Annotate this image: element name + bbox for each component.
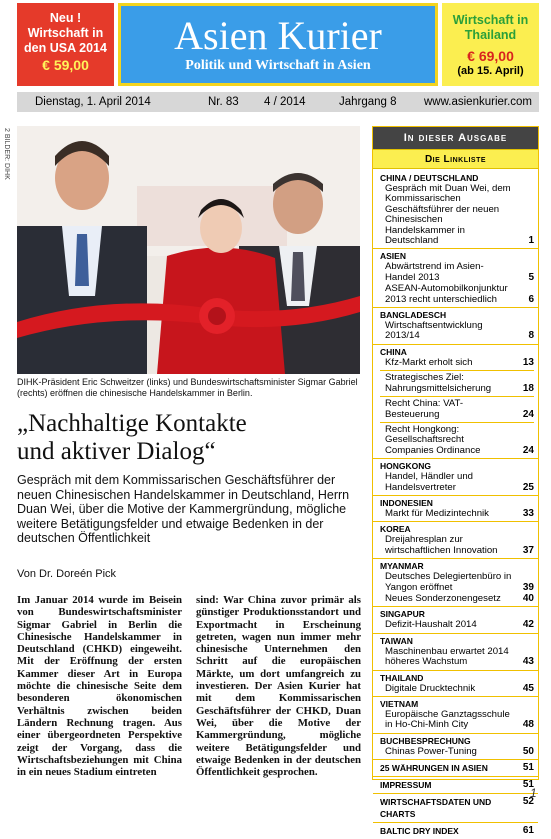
toc-link[interactable] (380, 594, 534, 604)
toc-link[interactable] (380, 358, 534, 368)
masthead (118, 3, 438, 86)
toc-link-text: IMPRESSUM (380, 780, 432, 791)
promo-thailand-price: € 69,00 (467, 48, 514, 64)
toc-section-title: MYANMAR (380, 561, 424, 572)
promo-usa-line2: Wirtschaft in (27, 26, 104, 40)
toc-section (373, 249, 538, 308)
table-of-contents (372, 126, 539, 837)
toc-section-title: KOREA (380, 524, 411, 535)
toc-link-page: 61 (522, 825, 534, 837)
photo-caption: DIHK-Präsident Eric Schweitzer (links) und Bundeswirtschaftsminister Sigmar Gabriel (rechts) eröffnen die chinesische Handelskammer in Berlin. (17, 377, 358, 398)
toc-link-page: 5 (528, 271, 534, 283)
toc-link-page: 52 (522, 796, 534, 808)
toc-link-page: 43 (522, 656, 534, 668)
toc-section (373, 522, 538, 559)
toc-link[interactable] (380, 396, 534, 420)
toc-heading: In dieser Ausgabe (373, 127, 538, 149)
toc-link-text: Recht China: VAT-Besteuerung (385, 398, 464, 420)
toc-subheading: Die Linkliste (373, 149, 538, 169)
toc-section-title: HONGKONG (380, 461, 431, 472)
toc-section (373, 559, 538, 607)
toc-link-text: BALTIC DRY INDEX (380, 826, 459, 837)
toc-section (373, 671, 538, 697)
toc-link-text: 25 WÄHRUNGEN IN ASIEN (380, 763, 488, 774)
toc-link-page: 24 (522, 408, 534, 420)
toc-link-page: 50 (522, 745, 534, 757)
toc-link-text: Handel, Händler und Handelsvertreter (385, 471, 474, 493)
headline-line1: „Nachhaltige Kontakte (17, 410, 247, 437)
masthead-subtitle: Politik und Wirtschaft in Asien (185, 58, 371, 73)
promo-usa-line1: Neu ! (49, 11, 82, 25)
article-headline (17, 410, 362, 466)
toc-section (373, 345, 538, 459)
toc-link-page: 51 (522, 779, 534, 791)
toc-link-text: Recht Hongkong: Gesellschaftsrecht Companies Ordinance (385, 423, 481, 456)
toc-section (373, 459, 538, 496)
toc-link[interactable] (380, 747, 534, 757)
toc-link[interactable] (380, 284, 534, 305)
masthead-title: Asien Kurier (174, 13, 382, 58)
toc-link-text: Chinas Power-Tuning (385, 745, 477, 757)
toc-link-text: Deutsches Delegiertenbüro in Yangon eröffnet (385, 571, 512, 593)
toc-section-title: CHINA (380, 346, 407, 357)
article-body-column-1: Im Januar 2014 wurde im Beisein von Bundeswirtschaftsminister Sigmar Gabriel in Berlin die Chinesische Handelskammer in Deutschland (CHKD) eingeweiht. Mit der Eröffnung der ersten Kammer dieser Art in Europa möchte die chinesische Seite dem besonderen ökonomischen Verhältnis zwischen beiden Ländern Rechnung tragen. Aus einer übergeordneten Perspektive zeigt der Vorgang, dass die Wirtschaftsbeziehungen mit China in ein neues Stadium eintreten (17, 594, 182, 779)
issue-date: Dienstag, 1. April 2014 (35, 96, 151, 108)
photo-credit: 2 BILDER: DIHK (3, 128, 10, 180)
promo-thailand-note: (ab 15. April) (457, 65, 524, 77)
page-number: 1 (530, 786, 537, 800)
toc-link-page: 33 (522, 507, 534, 519)
toc-link-page: 6 (528, 293, 534, 305)
promo-thailand-line2: Thailand (464, 28, 517, 42)
toc-link-text: ASEAN-Automobilkonjunktur 2013 recht unterschiedlich (385, 283, 508, 305)
toc-link-text: Strategisches Ziel: Nahrungsmittelsicherung (385, 372, 492, 394)
toc-link-text: Neues Sonderzonengesetz (385, 592, 501, 604)
promo-usa-line3: den USA 2014 (24, 41, 107, 55)
toc-link-text: Europäische Ganztagsschule in Ho-Chi-Minh City (385, 709, 510, 731)
toc-link-text: Dreijahresplan zur wirtschaftlichen Innovation (385, 534, 498, 556)
article-photo (17, 126, 360, 374)
toc-link[interactable] (380, 710, 534, 731)
toc-link-page: 42 (522, 619, 534, 631)
promo-thailand-box[interactable] (442, 3, 539, 86)
article-body-column-2: sind: War China zuvor primär als günstiger Produktionsstandort und Exportmacht in Erscheinung getreten, wagen nun immer mehr chinesische Unternehmen den Schritt auf die europäischen Märkte, um dort umfangreich zu investieren. Der Asien Kurier hat mit dem Kommissarischen Geschäftsführer der CHKD, Duan Wei, über die Motive der Kammergründung, mögliche weitere Betätigungsfelder und etwaige Bedenken in der deutschen Öffentlichkeit gesprochen. (196, 594, 361, 779)
toc-link-page: 40 (522, 592, 534, 604)
toc-section (373, 734, 538, 760)
toc-section (373, 607, 538, 633)
toc-link[interactable] (380, 620, 534, 630)
toc-section (373, 794, 538, 823)
toc-link[interactable] (380, 184, 534, 246)
issue-info-bar (17, 92, 539, 112)
toc-section-title: THAILAND (380, 672, 424, 683)
toc-section-title: BANGLADESCH (380, 310, 447, 321)
toc-link-text: Markt für Medizintechnik (385, 507, 489, 519)
toc-link-page: 18 (522, 382, 534, 394)
promo-usa-box[interactable] (17, 3, 114, 86)
toc-link-page: 1 (528, 235, 534, 247)
toc-section-title: BUCHBESPRECHUNG (380, 735, 471, 746)
issue-number: Nr. 83 (208, 96, 239, 108)
toc-link-text: Kfz-Markt erholt sich (385, 356, 473, 368)
toc-link-text: Gespräch mit Duan Wei, dem Kommissarischen Geschäftsführer der neuen Chinesischen Handelskammer in Deutschland (385, 183, 511, 247)
toc-link[interactable] (380, 684, 534, 694)
toc-link-page: 48 (522, 719, 534, 731)
promo-usa-price: € 59,00 (42, 57, 89, 73)
toc-link-page: 51 (522, 762, 534, 774)
toc-link[interactable] (380, 262, 534, 283)
toc-section-title: SINGAPUR (380, 609, 425, 620)
toc-list (373, 169, 538, 839)
toc-section (373, 777, 538, 794)
toc-link[interactable] (380, 825, 534, 837)
toc-link-text: Wirtschaftsentwicklung 2013/14 (385, 320, 483, 342)
toc-link-text: Digitale Drucktechnik (385, 682, 476, 694)
toc-link[interactable] (380, 796, 534, 820)
headline-line2: und aktiver Dialog“ (17, 438, 216, 465)
article-author: Von Dr. Doreén Pick (17, 568, 117, 580)
toc-link-text: WIRTSCHAFTSDATEN UND CHARTS (380, 797, 492, 820)
toc-link[interactable] (380, 779, 534, 791)
toc-link-page: 39 (522, 581, 534, 593)
toc-link-text: Abwärtstrend im Asien-Handel 2013 (385, 261, 484, 283)
toc-link[interactable] (380, 422, 534, 456)
toc-link-page: 13 (522, 356, 534, 368)
toc-section (373, 823, 538, 839)
toc-section (373, 171, 538, 249)
toc-link[interactable] (380, 321, 534, 342)
toc-link-page: 24 (522, 444, 534, 456)
toc-section-title: VIETNAM (380, 699, 419, 709)
toc-link[interactable] (380, 762, 534, 774)
promo-thailand-line1: Wirtschaft in (452, 13, 529, 27)
toc-section-title: INDONESIEN (380, 497, 433, 508)
toc-section (373, 697, 538, 734)
toc-link[interactable] (380, 535, 534, 556)
toc-link-page: 37 (522, 544, 534, 556)
toc-section (373, 760, 538, 777)
toc-link-page: 25 (522, 481, 534, 493)
toc-link[interactable] (380, 509, 534, 519)
toc-section (373, 308, 538, 345)
issue-month: 4 / 2014 (264, 96, 306, 108)
toc-link-page: 45 (522, 682, 534, 694)
ribbon-cutting-illustration (17, 126, 360, 374)
toc-link[interactable] (380, 370, 534, 394)
article-lead: Gespräch mit dem Kommissarischen Geschäftsführer der neuen Chinesischen Handelskammer in Deutschland, Herrn Duan Wei, über die Motive der Kammergründung, mögliche weitere Betätigungsfelder und etwaige Bedenken in der deutschen Öffentlichkeit (17, 473, 350, 545)
toc-link-text: Maschinenbau erwartet 2014 höheres Wachstum (385, 645, 509, 668)
issue-volume: Jahrgang 8 (339, 96, 397, 108)
toc-link[interactable] (380, 472, 534, 493)
toc-link[interactable] (380, 647, 534, 668)
website-link[interactable]: www.asienkurier.com (424, 96, 533, 108)
toc-link-page: 8 (528, 330, 534, 342)
toc-link-text: Defizit-Haushalt 2014 (385, 619, 477, 631)
toc-section-title: CHINA / DEUTSCHLAND (380, 173, 479, 183)
toc-link[interactable] (380, 572, 534, 593)
toc-section-title: ASIEN (380, 251, 406, 262)
toc-section-title: TAIWAN (380, 635, 413, 646)
toc-section (373, 496, 538, 522)
toc-section (373, 634, 538, 671)
